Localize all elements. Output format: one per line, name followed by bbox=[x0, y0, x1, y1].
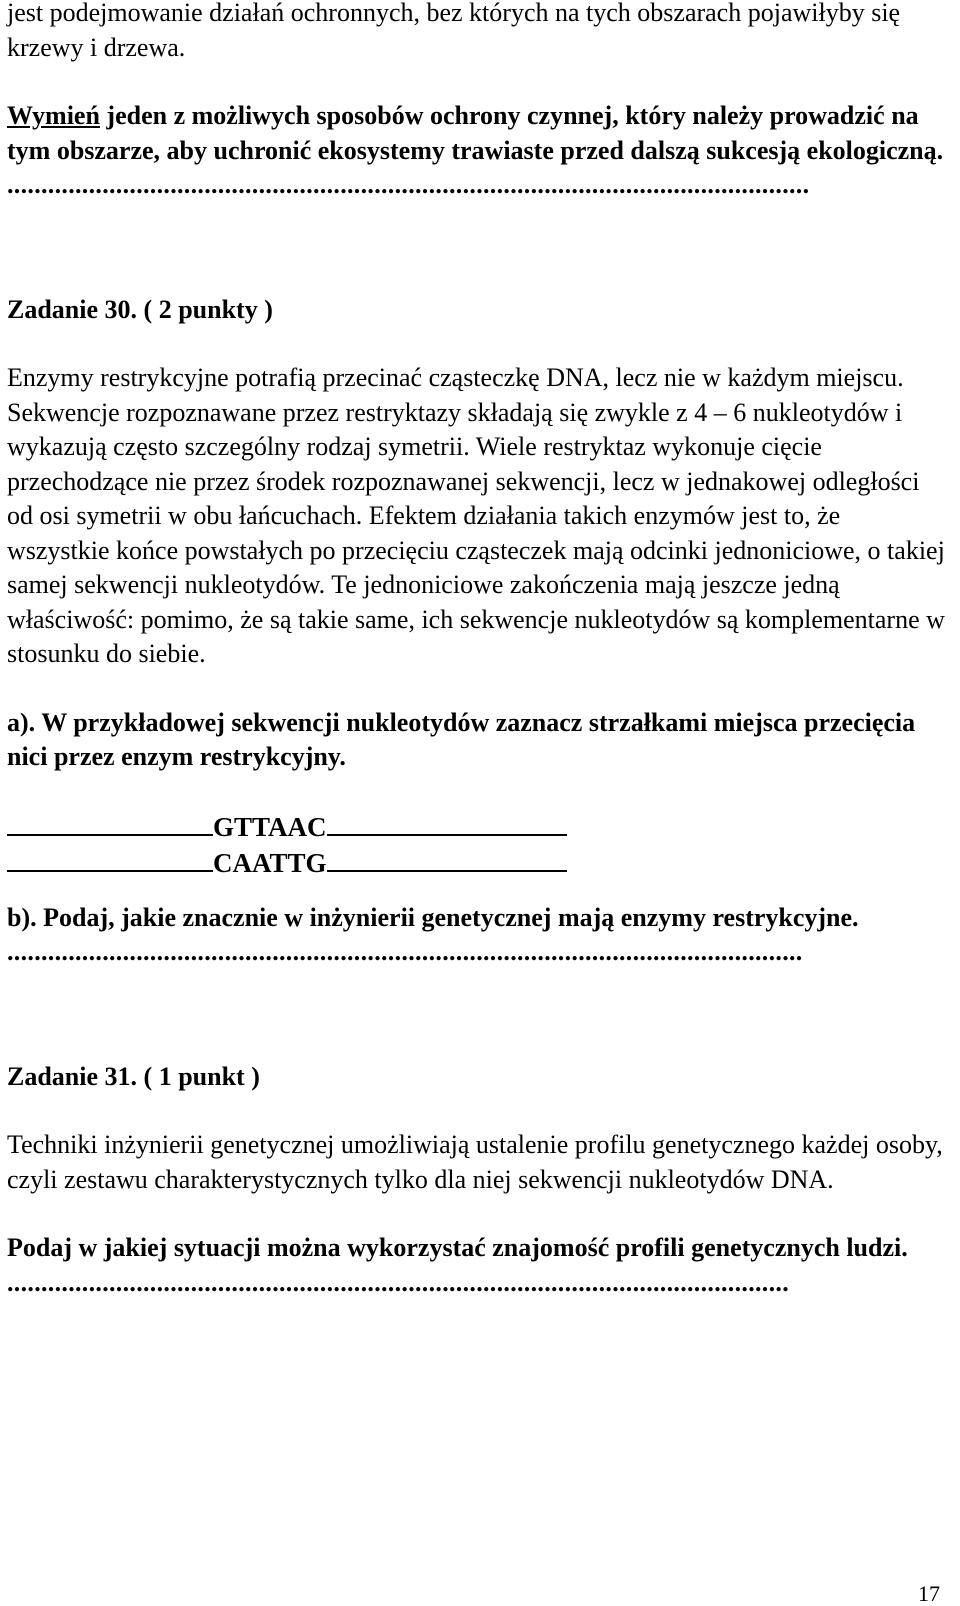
page-number: 17 bbox=[918, 1581, 940, 1606]
question-text: jeden z możliwych sposobów ochrony czynnej, który należy prowadzić na tym obszarze, aby uchronić ekosystemy trawiaste przed dalszą sukcesją ekologiczną. bbox=[7, 101, 944, 165]
task-31-body: Techniki inżynierii genetycznej umożliwiają ustalenie profilu genetycznego każdej osoby, czyli zestawu charakterystycznych tylko dla niej sekwencji nukleotydów DNA. bbox=[7, 1130, 943, 1194]
spacer bbox=[7, 1197, 947, 1231]
intro-paragraph: jest podejmowanie działań ochronnych, bez których na tych obszarach pojawiłyby się krzewy i drzewa. bbox=[7, 0, 901, 62]
question-keyword: Wymień bbox=[7, 101, 100, 130]
task-31-heading bbox=[7, 1060, 947, 1095]
task-30-points: ( 2 punkty ) bbox=[137, 294, 273, 324]
sequence-bottom-strand[interactable] bbox=[7, 845, 947, 881]
document-page bbox=[7, 0, 947, 1300]
task-31-question: Podaj w jakiej sytuacji można wykorzystać znajomość profili genetycznych ludzi. bbox=[7, 1233, 908, 1262]
task-30-title: Zadanie 30. bbox=[7, 294, 138, 324]
question-29b bbox=[7, 99, 947, 168]
spacer bbox=[7, 775, 947, 809]
spacer bbox=[7, 327, 947, 361]
task-30-heading bbox=[7, 293, 947, 328]
answer-line-31: ................................................................................................................... bbox=[7, 1267, 789, 1297]
task-31-title: Zadanie 31. bbox=[7, 1061, 138, 1091]
sequence-top-text: GTTAAC bbox=[213, 811, 327, 842]
spacer bbox=[7, 203, 947, 293]
task-30-body: Enzymy restrykcyjne potrafią przecinać cząsteczkę DNA, lecz nie w każdym miejscu. Sekwencje rozpoznawane przez restryktazy składają się zwykle z 4 – 6 nukleotydów i wykazują często szczególny rodzaj symetrii. Wiele restryktaz wykonuje cięcie przechodzące nie przez środek rozpoznawanej sekwencji, lecz w jednakowej odległości od osi symetrii w obu łańcuchach. Efektem działania takich enzymów jest to, że wszystkie końce powstałych po przecięciu cząsteczek mają odcinki jednoniciowe, o takiej samej sekwencji nukleotydów. Te jednoniciowe zakończenia mają jeszcze jedną właściwość: pomimo, że są takie same, ich sekwencje nukleotydów są komplementarne w stosunku do siebie. bbox=[7, 363, 945, 668]
spacer bbox=[7, 65, 947, 99]
task-30-part-b: b). Podaj, jakie znacznie w inżynierii genetycznej mają enzymy restrykcyjne. bbox=[7, 902, 859, 932]
blank-line bbox=[327, 834, 567, 836]
spacer bbox=[7, 672, 947, 706]
answer-line-30b: ..................................................................................................................... bbox=[7, 937, 803, 966]
blank-line bbox=[327, 870, 567, 872]
task-31-points: ( 1 punkt ) bbox=[137, 1061, 260, 1091]
sequence-top-strand[interactable] bbox=[7, 809, 947, 845]
answer-line-29b: ...................................................................................................................... bbox=[7, 170, 810, 199]
sequence-bottom-text: CAATTG bbox=[213, 847, 327, 878]
spacer bbox=[7, 1094, 947, 1128]
blank-line bbox=[7, 834, 213, 836]
spacer bbox=[7, 881, 947, 901]
blank-line bbox=[7, 870, 213, 872]
spacer bbox=[7, 970, 947, 1060]
task-30-part-a: a). W przykładowej sekwencji nukleotydów zaznacz strzałkami miejsca przecięcia nici przez enzym restrykcyjny. bbox=[7, 707, 916, 771]
